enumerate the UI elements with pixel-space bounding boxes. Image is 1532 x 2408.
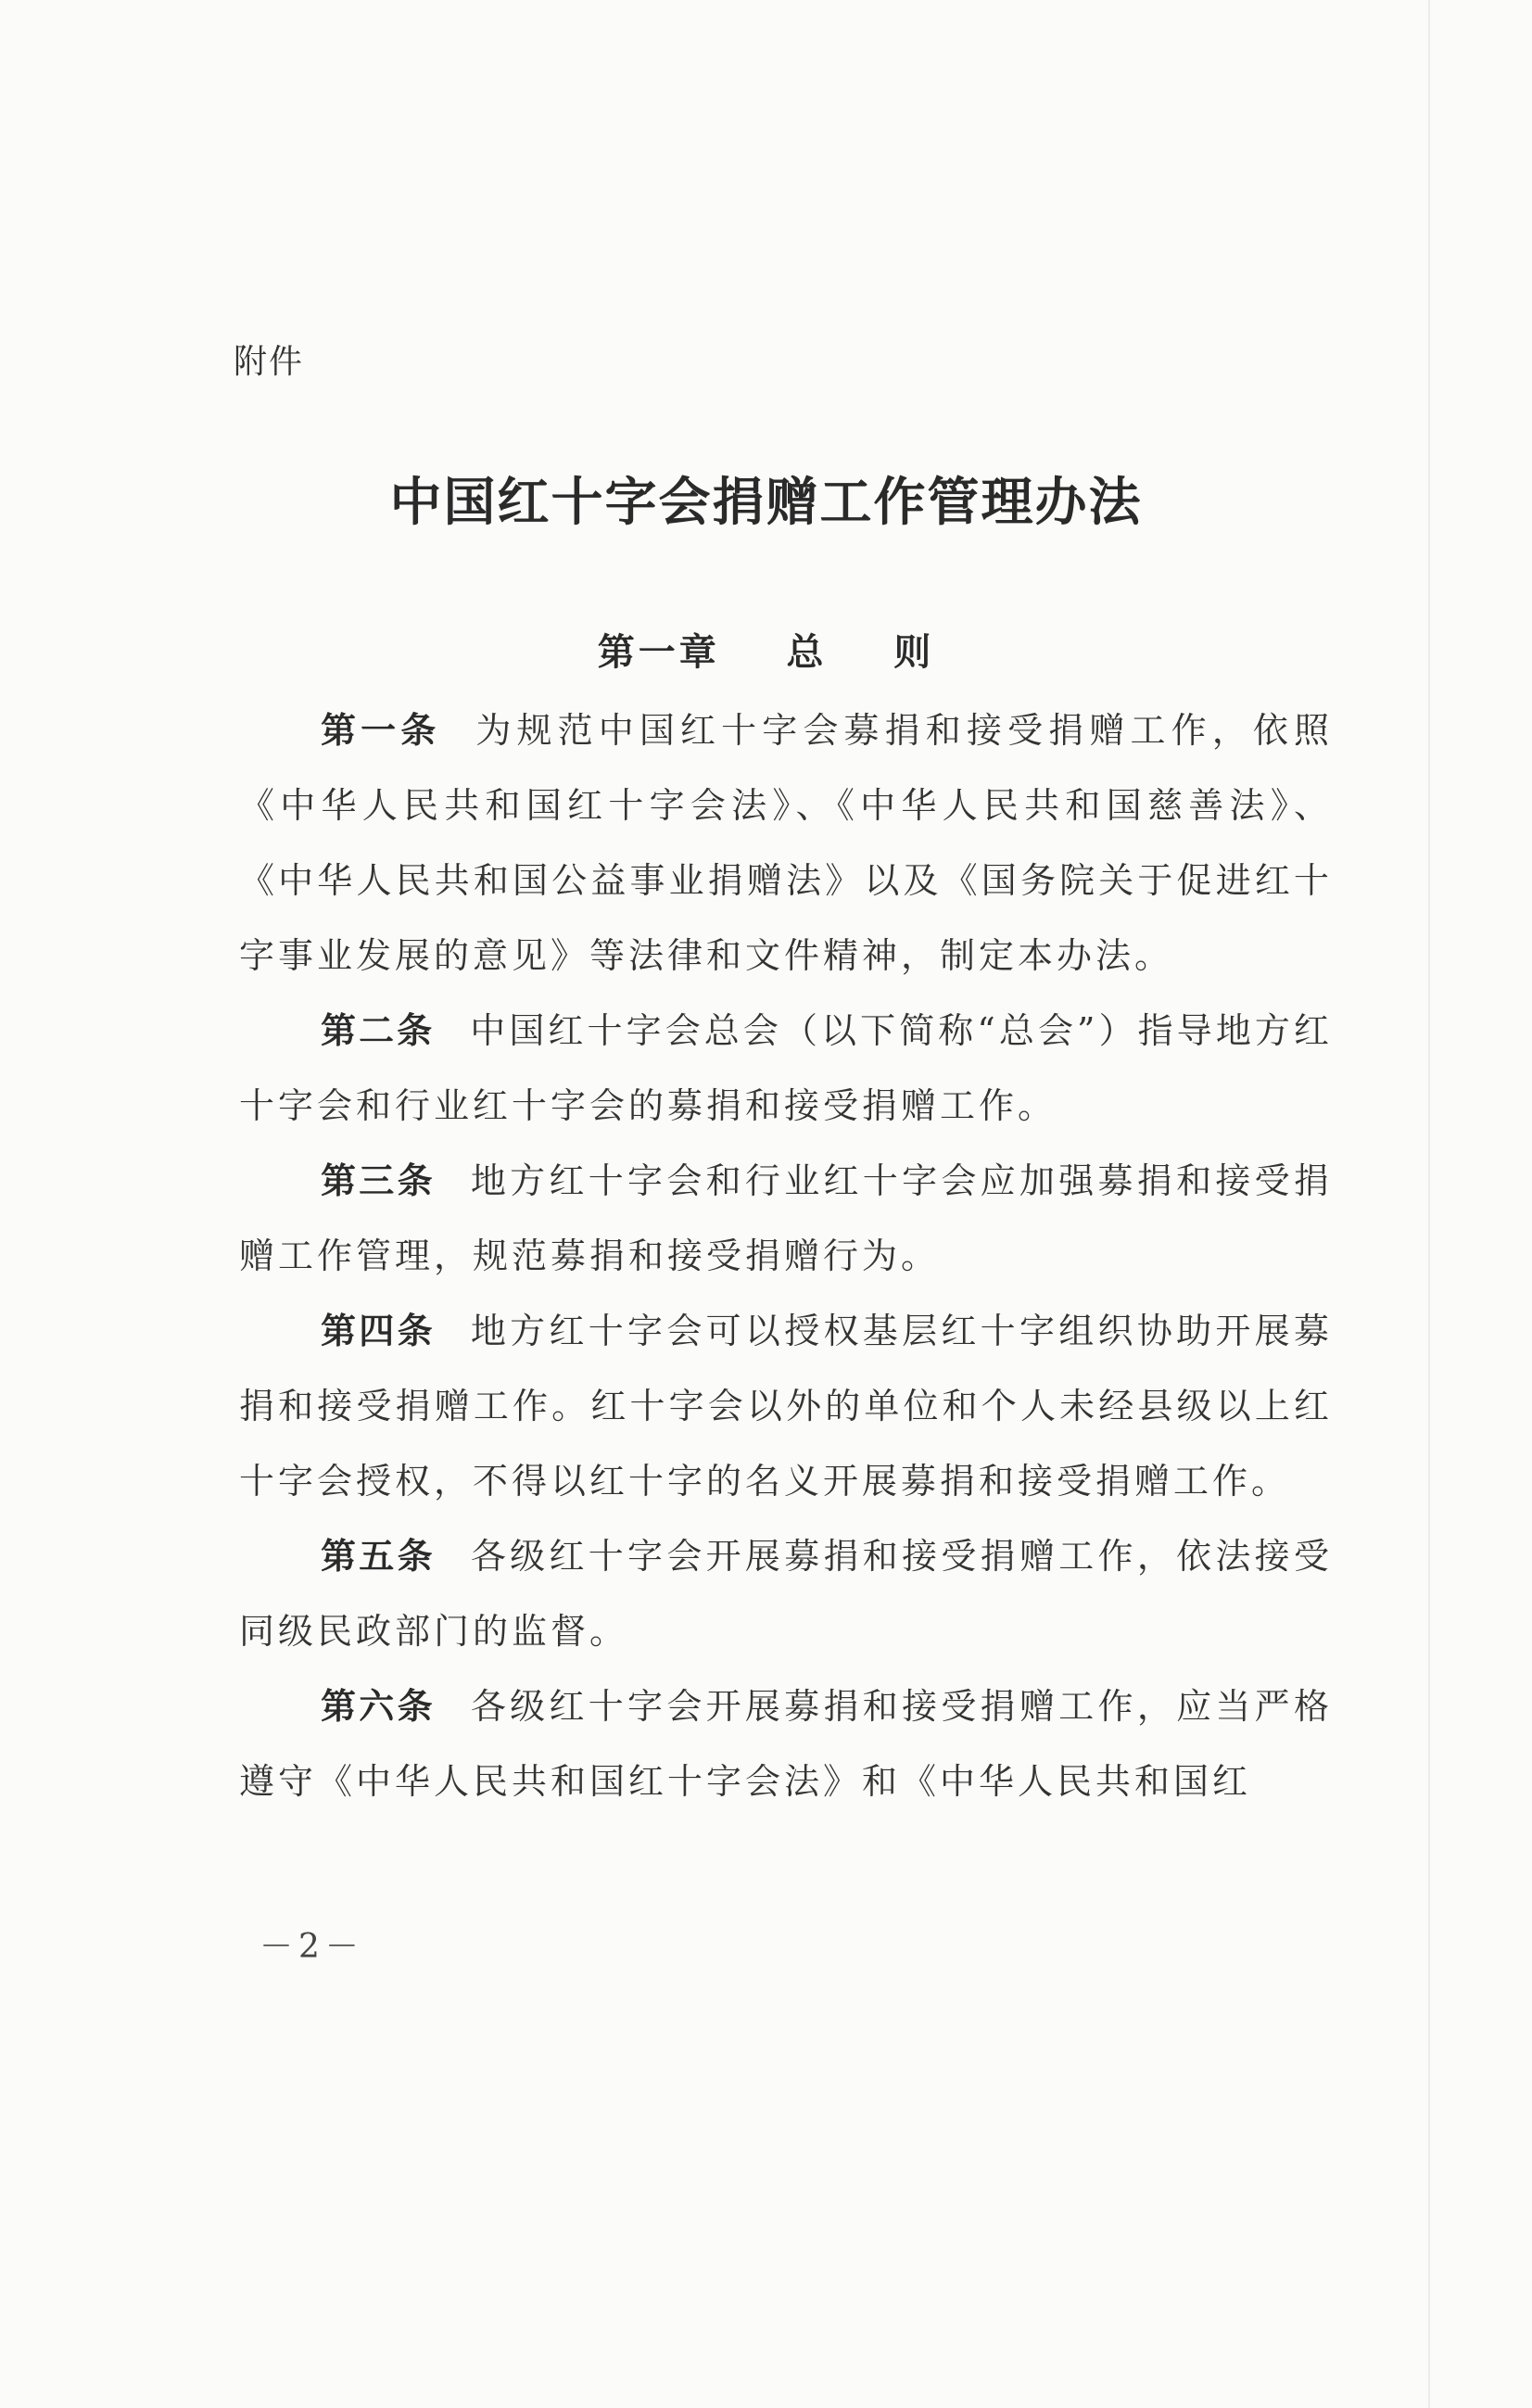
- article-number: 第一条: [321, 710, 441, 751]
- article-text: 各级红十字会开展募捐和接受捐赠工作，应当严格遵守《中华人民共和国红十字会法》和《中华人民共和国红: [239, 1686, 1333, 1802]
- document-title: 中国红十字会捐赠工作管理办法: [389, 473, 1143, 533]
- article-number: 第三条: [321, 1160, 436, 1201]
- article-number: 第二条: [321, 1010, 436, 1051]
- document-body: [239, 693, 1333, 1819]
- article-number: 第四条: [321, 1311, 436, 1351]
- article-text: 为规范中国红十字会募捐和接受捐赠工作，依照《中华人民共和国红十字会法》、《中华人民共和国慈善法》、《中华人民共和国公益事业捐赠法》以及《国务院关于促进红十字事业发展的意见》等法律和文件精神，制定本办法。: [239, 710, 1333, 976]
- scan-edge-line: [1428, 0, 1430, 2408]
- article-text: 各级红十字会开展募捐和接受捐赠工作，依法接受同级民政部门的监督。: [239, 1536, 1333, 1652]
- article-4: [239, 1294, 1333, 1519]
- article-3: [239, 1144, 1333, 1294]
- article-number: 第六条: [321, 1686, 436, 1727]
- article-text: 地方红十字会可以授权基层红十字组织协助开展募捐和接受捐赠工作。红十字会以外的单位和个人未经县级以上红十字会授权，不得以红十字的名义开展募捐和接受捐赠工作。: [239, 1311, 1333, 1502]
- chapter-heading: 第一章 总 则: [597, 631, 935, 674]
- article-text: 中国红十字会总会（以下简称“总会”）指导地方红十字会和行业红十字会的募捐和接受捐赠工作。: [239, 1010, 1333, 1126]
- attachment-label: 附件: [234, 343, 305, 381]
- article-text: 地方红十字会和行业红十字会应加强募捐和接受捐赠工作管理，规范募捐和接受捐赠行为。: [239, 1160, 1333, 1276]
- article-number: 第五条: [321, 1536, 436, 1577]
- article-1: [239, 693, 1333, 994]
- article-5: [239, 1519, 1333, 1669]
- page-number: －2－: [260, 1928, 364, 1966]
- article-6: [239, 1669, 1333, 1819]
- article-2: [239, 994, 1333, 1144]
